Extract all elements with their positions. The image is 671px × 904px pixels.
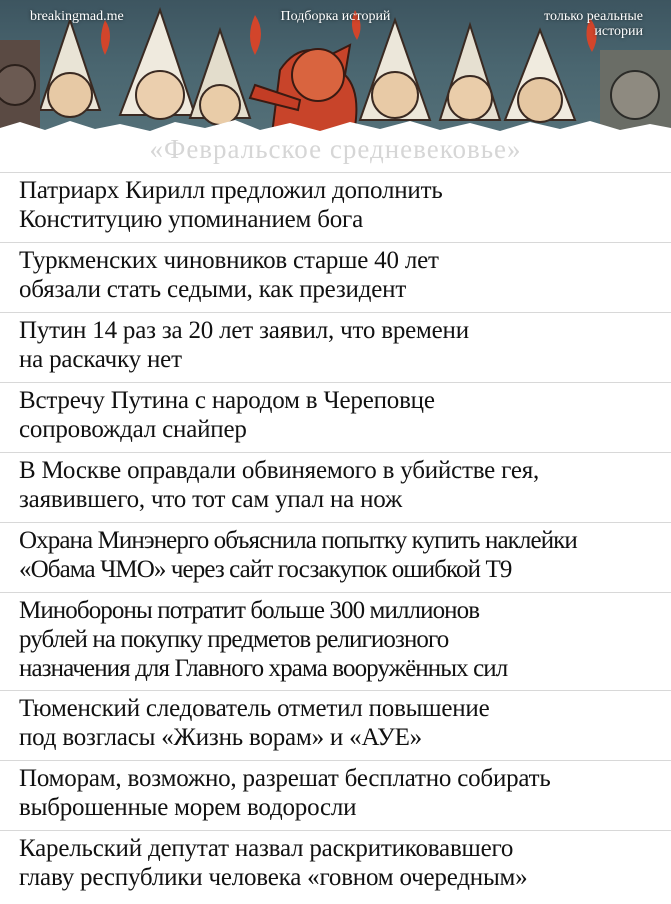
story-item[interactable]: Путин 14 раз за 20 лет заявил, что времени на раскачку нет xyxy=(0,312,671,382)
collection-title: «Февральское средневековье» xyxy=(149,134,522,164)
story-item[interactable]: Охрана Минэнерго объяснила попытку купить наклейки «Обама ЧМО» через сайт госзакупок ошибкой Т9 xyxy=(0,522,671,592)
section-label: Подборка историй xyxy=(280,9,391,24)
story-list xyxy=(0,172,671,900)
story-item[interactable]: Тюменский следователь отметил повышение под возгласы «Жизнь ворам» и «АУЕ» xyxy=(0,690,671,760)
story-item[interactable]: В Москве оправдали обвиняемого в убийстве гея, заявившего, что тот сам упал на нож xyxy=(0,452,671,522)
tagline: только реальные истории xyxy=(544,9,643,39)
story-item[interactable]: Поморам, возможно, разрешат бесплатно собирать выброшенные морем водоросли xyxy=(0,760,671,830)
story-item[interactable]: Карельский депутат назвал раскритиковавшего главу республики человека «говном очередным» xyxy=(0,830,671,900)
story-item[interactable]: Туркменских чиновников старше 40 лет обязали стать седыми, как президент xyxy=(0,242,671,312)
story-item[interactable]: Минобороны потратит больше 300 миллионов рублей на покупку предметов религиозного назначения для Главного храма вооружённых сил xyxy=(0,592,671,690)
story-item[interactable]: Встречу Путина с народом в Череповце сопровождал снайпер xyxy=(0,382,671,452)
site-name[interactable]: breakingmad.me xyxy=(30,9,124,24)
story-item[interactable]: Патриарх Кирилл предложил дополнить Конституцию упоминанием бога xyxy=(0,172,671,242)
header-banner xyxy=(0,0,671,150)
